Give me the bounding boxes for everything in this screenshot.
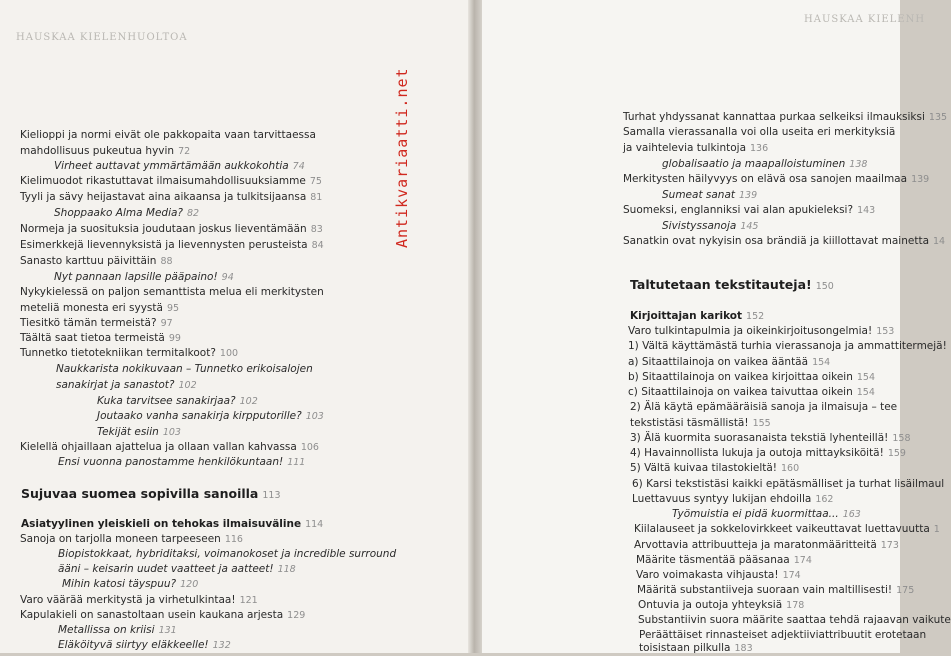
toc-entry: Nykykielessä on paljon semanttista melua eli merkitysten [20,286,324,298]
toc-entry: Tekijät esiin 103 [97,426,181,438]
toc-entry: globalisaatio ja maapalloistuminen 138 [662,158,868,170]
toc-entry: mahdollisuus pukeutua hyvin 72 [20,145,191,157]
toc-entry: Kuka tarvitsee sanakirjaa? 102 [97,395,258,407]
subsection-heading: Asiatyylinen yleiskieli on tehokas ilmaisuväline 114 [21,518,324,530]
toc-entry: Täältä saat tietoa termeistä 99 [20,332,181,344]
toc-entry: Varo tulkintapulmia ja oikeinkirjoitusongelmia! 153 [628,325,895,337]
toc-entry: Kiilalauseet ja sokkelovirkkeet vaikeuttavat luettavuutta 1 [634,523,940,535]
toc-entry: Shoppaako Alma Media? 82 [54,207,200,219]
toc-entry: 3) Älä kuormita suorasanaista tekstiä lyhenteillä! 158 [630,432,911,444]
toc-entry: b) Sitaattilainoja on vaikea kirjoittaa oikein 154 [628,371,876,383]
toc-entry: Metallissa on kriisi 131 [58,624,177,636]
toc-entry: Sanatkin ovat nykyisin osa brändiä ja kiillottavat mainetta 14 [623,235,946,247]
toc-entry: 5) Vältä kuivaa tilastokieltä! 160 [630,462,800,474]
toc-entry: Tyyli ja sävy heijastavat aina aikaansa ja tulkitsijaansa 81 [20,191,323,203]
toc-entry: Kielioppi ja normi eivät ole pakkopaita vaan tarvittaessa [20,129,316,141]
toc-entry: sanakirjat ja sanastot? 102 [56,379,197,391]
toc-entry: Määrite täsmentää pääsanaa 174 [636,554,812,566]
running-head: HAUSKAA KIELENH [804,14,926,25]
toc-entry: Mihin katosi täyspuu? 120 [62,578,199,590]
toc-entry: Määritä substantiiveja suoraan vain maltillisesti! 175 [637,584,915,596]
right-page [482,0,951,654]
toc-entry: 4) Havainnollista lukuja ja outoja mittayksiköitä! 159 [630,447,906,459]
toc-entry: Nyt pannaan lapsille pääpaino! 94 [54,271,234,283]
toc-entry: Tunnetko tietotekniikan termitalkoot? 100 [20,347,239,359]
toc-entry: Työmuistia ei pidä kuormittaa... 163 [672,508,861,520]
toc-entry: Sivistyssanoja 145 [662,220,759,232]
toc-entry: Peräättäiset rinnasteiset adjektiiviattribuutit erotetaan [639,629,927,641]
toc-entry: Joutaako vanha sanakirja kirpputorille? 103 [97,410,324,422]
toc-entry: Varo voimakasta vihjausta! 174 [636,569,801,581]
toc-entry: meteliä monesta eri syystä 95 [20,302,180,314]
toc-entry: 1) Vältä käyttämästä turhia vierassanoja ja ammattitermejä! [628,340,947,352]
toc-entry: a) Sitaattilainoja on vaikea ääntää 154 [628,356,831,368]
toc-entry: Sumeat sanat 139 [662,189,758,201]
toc-entry: Varo väärää merkitystä ja virhetulkintaa! 121 [20,594,258,606]
toc-entry: 2) Älä käytä epämääräisiä sanoja ja ilmaisuja – tee [630,401,898,413]
toc-entry: toisistaan pilkulla 183 [639,642,753,654]
left-page [0,0,474,653]
toc-entry: 6) Karsi tekstistäsi kaikki epätäsmälliset ja turhat lisäilmaul [632,478,945,490]
section-heading: Sujuvaa suomea sopivilla sanoilla 113 [21,486,281,501]
toc-entry: Kapulakieli on sanastoltaan usein kaukana arjesta 129 [20,609,306,621]
watermark: Antikvariaatti.net [393,67,411,248]
toc-entry: Turhat yhdyssanat kannattaa purkaa selkeiksi ilmauksiksi 135 [623,111,948,123]
toc-entry: Esimerkkejä lievennyksistä ja lievennysten perusteista 84 [20,239,324,251]
toc-entry: Samalla vierassanalla voi olla useita eri merkityksiä [623,126,896,138]
toc-entry: Ensi vuonna panostamme henkilökuntaan! 111 [58,456,306,468]
toc-entry: Naukkarista nokikuvaan – Tunnetko erikoisalojen [56,363,313,375]
toc-entry: Arvottavia attribuutteja ja maratonmääritteitä 173 [634,539,899,551]
toc-entry: Ontuvia ja outoja yhteyksiä 178 [638,599,805,611]
toc-entry: ääni – keisarin uudet vaatteet ja aatteet! 118 [58,563,296,575]
toc-entry: Tiesitkö tämän termeistä? 97 [20,317,173,329]
toc-entry: Biopistokkaat, hybriditaksi, voimanokoset ja incredible surround [58,548,397,560]
toc-entry: Suomeksi, englanniksi vai alan apukieleksi? 143 [623,204,876,216]
toc-entry: Substantiivin suora määrite saattaa tehdä rajaavan vaikute [638,614,951,626]
toc-entry: Sanoja on tarjolla moneen tarpeeseen 116 [20,533,243,545]
toc-entry: Normeja ja suosituksia joudutaan joskus lieventämään 83 [20,223,323,235]
section-heading: Taltutetaan tekstitauteja! 150 [630,277,834,292]
toc-entry: Luettavuus syntyy lukijan ehdoilla 162 [632,493,834,505]
toc-entry: Kielimuodot rikastuttavat ilmaisumahdollisuuksiamme 75 [20,175,322,187]
toc-entry: Merkitysten häilyvyys on elävä osa sanojen maailmaa 139 [623,173,930,185]
book-gutter [468,0,482,653]
toc-entry: tekstistäsi täsmällistä! 155 [630,417,771,429]
subsection-heading: Kirjoittajan karikot 152 [630,310,765,322]
toc-entry: Eläköityvä siirtyy eläkkeelle! 132 [58,639,231,651]
running-head: HAUSKAA KIELENHUOLTOA [16,32,188,43]
toc-entry: c) Sitaattilainoja on vaikea taivuttaa oikein 154 [628,386,875,398]
toc-entry: Virheet auttavat ymmärtämään aukkokohtia 74 [54,160,305,172]
toc-entry: Sanasto karttuu päivittäin 88 [20,255,173,267]
toc-entry: Kielellä ohjaillaan ajattelua ja ollaan vallan kahvassa 106 [20,441,319,453]
toc-entry: ja vaihtelevia tulkintoja 136 [623,142,769,154]
